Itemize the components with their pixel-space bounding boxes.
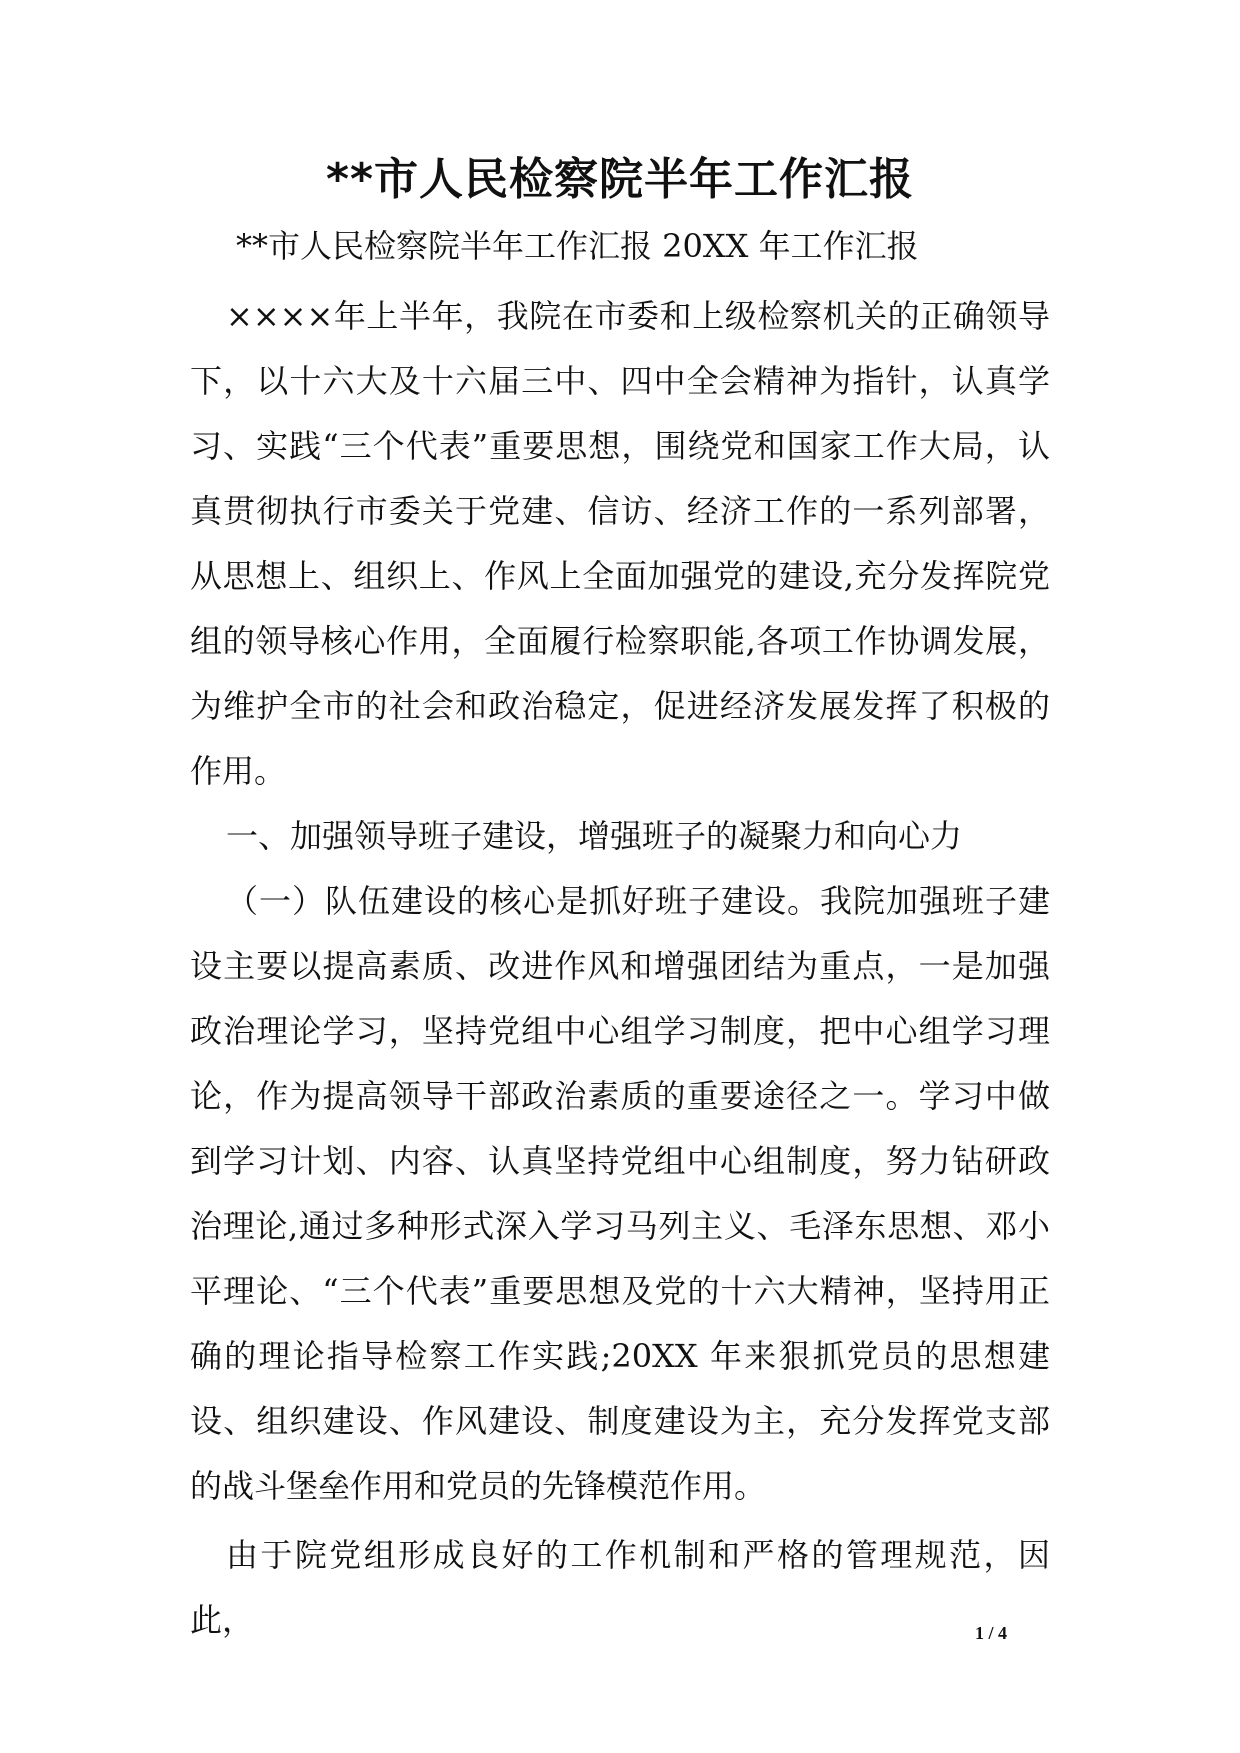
section-heading: 一、加强领导班子建设，增强班子的凝聚力和向心力 [226,817,963,855]
document-title: **市人民检察院半年工作汇报 [325,154,915,205]
document-subtitle: **市人民检察院半年工作汇报 20XX 年工作汇报 [236,227,919,265]
intro-paragraph: ××××年上半年，我院在市委和上级检察机关的正确领导下，以十六大及十六届三中、四中全会精神为指针，认真学习、实践“三个代表”重要思想，围绕党和国家工作大局，认真贯彻执行市委关于党建、信访、经济工作的一系列部署，从思想上、组织上、作风上全面加强党的建设,充分发挥院党组的领导核心作用，全面履行检察职能,各项工作协调发展，为维护全市的社会和政治稳定，促进经济发展发挥了积极的作用。 [190,297,1050,790]
page-number: 1 / 4 [975,1623,1008,1643]
closing-paragraph: 由于院党组形成良好的工作机制和严格的管理规范，因此， [190,1536,1050,1639]
subsection-paragraph: （一）队伍建设的核心是抓好班子建设。我院加强班子建设主要以提高素质、改进作风和增强团结为重点，一是加强政治理论学习，坚持党组中心组学习制度，把中心组学习理论，作为提高领导干部政治素质的重要途径之一。学习中做到学习计划、内容、认真坚持党组中心组制度，努力钻研政治理论,通过多种形式深入学习马列主义、毛泽东思想、邓小平理论、“三个代表”重要思想及党的十六大精神，坚持用正确的理论指导检察工作实践;20XX 年来狠抓党员的思想建设、组织建设、作风建设、制度建设为主，充分发挥党支部的战斗堡垒作用和党员的先锋模范作用。 [190,882,1050,1505]
document-body [190,284,1050,1653]
